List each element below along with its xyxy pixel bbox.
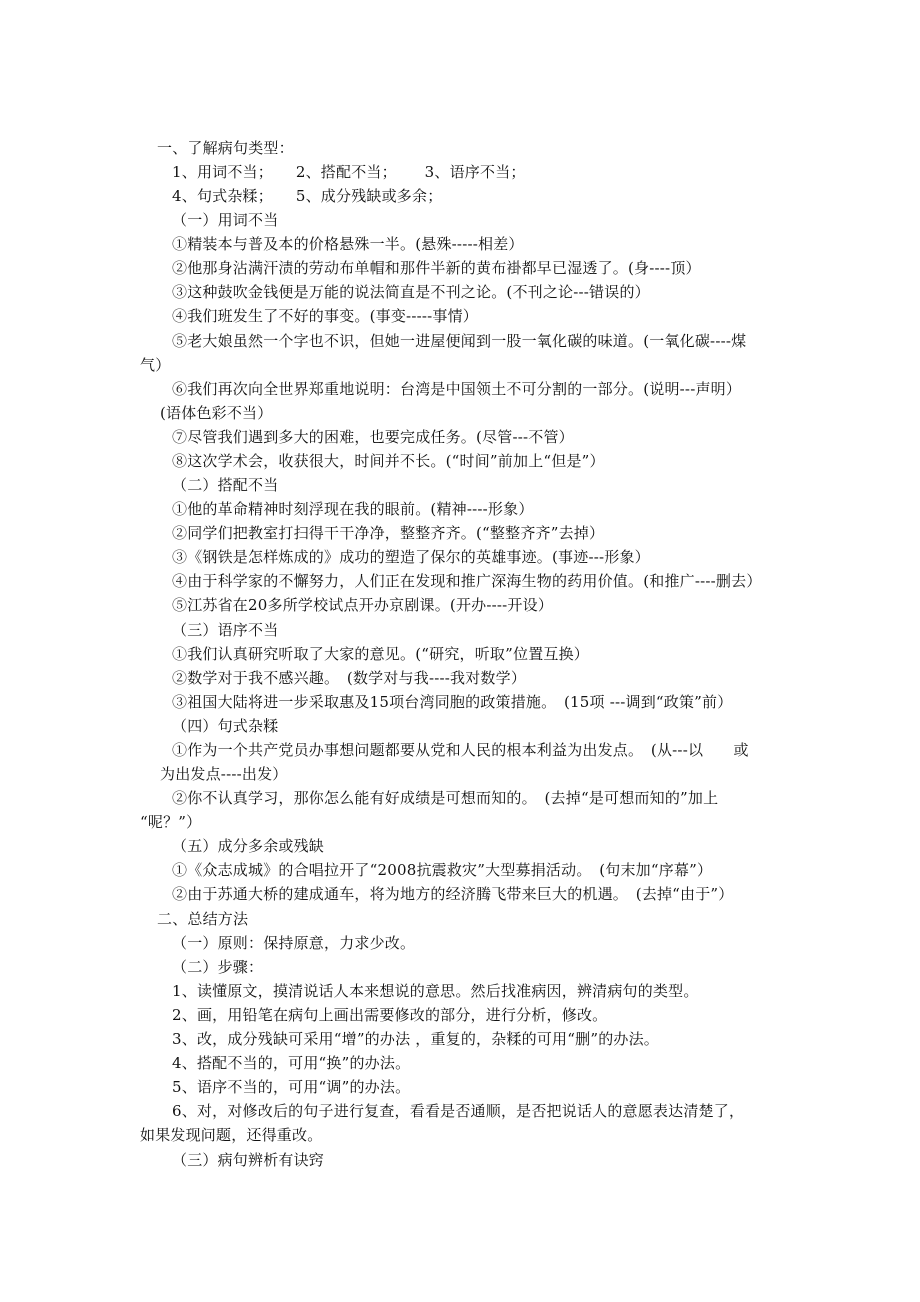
step-line-continued: 如果发现问题，还得重改。 <box>140 1126 323 1144</box>
section-heading: 一、了解病句类型： <box>157 139 294 157</box>
types-row: 4、句式杂糅； 5、成分残缺或多余； <box>172 187 443 205</box>
section-heading: 二、总结方法 <box>157 910 249 928</box>
example-line: ①作为一个共产党员办事想问题都要从党和人民的根本利益为出发点。 (从---以 或 <box>172 741 749 759</box>
example-line: ③祖国大陆将进一步采取惠及15项台湾同胞的政策措施。 (15项 ---调到“政策”前） <box>172 693 733 711</box>
subsection-heading: （一）用词不当 <box>172 211 279 229</box>
example-line: ④由于科学家的不懈努力，人们正在发现和推广深海生物的药用价值。(和推广----删去） <box>172 572 762 590</box>
subsection-heading: （二）搭配不当 <box>172 476 279 494</box>
example-line: ①他的革命精神时刻浮现在我的眼前。(精神----形象） <box>172 500 534 518</box>
example-line: ②你不认真学习，那你怎么能有好成绩是可想而知的。 (去掉“是可想而知的”加上 <box>172 789 719 807</box>
example-line-continued: 气） <box>140 356 171 374</box>
step-line: 5、语序不当的，可用“调”的办法。 <box>172 1078 411 1096</box>
example-line: ②由于苏通大桥的建成通车，将为地方的经济腾飞带来巨大的机遇。 (去掉“由于”） <box>172 885 734 903</box>
example-line-continued: “呢？”） <box>140 813 202 831</box>
subsection-heading: （三）病句辨析有诀窍 <box>172 1151 325 1169</box>
example-line: ①精装本与普及本的价格悬殊一半。(悬殊-----相差） <box>172 235 524 253</box>
example-line-continued: 为出发点----出发） <box>160 765 288 783</box>
step-line: 2、画，用铅笔在病句上画出需要修改的部分，进行分析，修改。 <box>172 1006 608 1024</box>
principle-line: （一）原则：保持原意，力求少改。 <box>172 934 416 952</box>
step-line: 6、对，对修改后的句子进行复查，看看是否通顺，是否把说话人的意愿表达清楚了， <box>172 1102 745 1120</box>
example-line: ①《众志成城》的合唱拉开了“2008抗震救灾”大型募捐活动。 (句末加“序幕”） <box>172 861 713 879</box>
types-row: 1、用词不当； 2、搭配不当； 3、语序不当； <box>172 163 526 181</box>
subsection-heading: （四）句式杂糅 <box>172 717 279 735</box>
example-line: ③《钢铁是怎样炼成的》成功的塑造了保尔的英雄事迹。(事迹---形象） <box>172 548 650 566</box>
example-line: ②数学对于我不感兴趣。 (数学对与我----我对数学） <box>172 669 527 687</box>
example-line-continued: (语体色彩不当） <box>160 404 273 422</box>
example-line: ⑦尽管我们遇到多大的困难，也要完成任务。(尽管---不管） <box>172 428 574 446</box>
example-line: ①我们认真研究听取了大家的意见。(“研究，听取”位置互换） <box>172 645 589 663</box>
subsection-heading: （三）语序不当 <box>172 621 279 639</box>
example-line: ④我们班发生了不好的事变。(事变-----事情） <box>172 307 478 325</box>
example-line: ③这种鼓吹金钱便是万能的说法简直是不刊之论。(不刊之论---错误的） <box>172 283 650 301</box>
example-line: ⑤江苏省在20多所学校试点开办京剧课。(开办----开设） <box>172 596 554 614</box>
example-line: ⑤老大娘虽然一个字也不识，但她一进屋便闻到一股一氧化碳的味道。(一氧化碳----煤 <box>172 332 747 350</box>
example-line: ②他那身沾满汗渍的劳动布单帽和那件半新的黄布褂都早已湿透了。(身----顶） <box>172 259 701 277</box>
step-line: 1、读懂原文，摸清说话人本来想说的意思。然后找准病因，辨清病句的类型。 <box>172 982 699 1000</box>
example-line: ⑥我们再次向全世界郑重地说明：台湾是中国领土不可分割的一部分。(说明---声明） <box>172 380 742 398</box>
example-line: ⑧这次学术会，收获很大，时间并不长。(“时间”前加上“但是”） <box>172 452 605 470</box>
example-line: ②同学们把教室打扫得干干净净，整整齐齐。(“整整齐齐”去掉） <box>172 524 605 542</box>
step-line: 3、改，成分残缺可采用“增”的办法 ，重复的，杂糅的可用“删”的办法。 <box>172 1030 659 1048</box>
subsection-heading: （五）成分多余或残缺 <box>172 837 325 855</box>
subsection-heading: （二）步骤： <box>172 958 264 976</box>
step-line: 4、搭配不当的，可用“换”的办法。 <box>172 1054 411 1072</box>
